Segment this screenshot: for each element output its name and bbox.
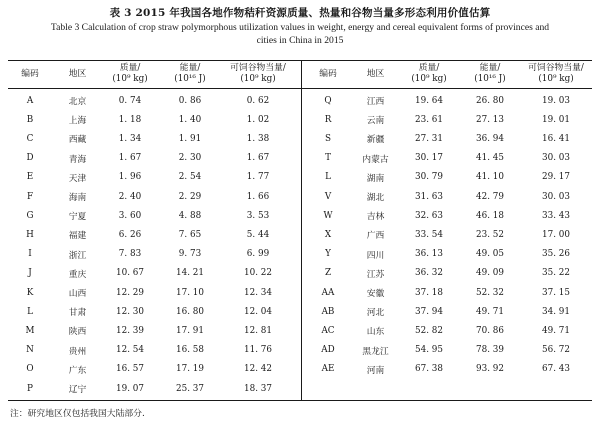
table-row [0,245,600,264]
cell-cereal: 56. 72 [542,345,570,356]
cell-energy: 0. 86 [178,95,202,106]
cell-code: G [26,210,34,221]
cell-code: B [26,114,34,125]
cell-code: H [26,229,34,240]
table-row [0,206,600,225]
header-mass: 质量/ (10⁹ kg) [112,63,148,84]
cell-region: 北京 [68,97,87,107]
table-row [0,321,600,340]
header-energy: 能量/ (10¹⁶ J) [174,63,206,84]
cell-mass: 12. 39 [116,325,144,336]
cell-energy: 26. 80 [476,95,504,106]
cell-mass: 19. 64 [415,95,443,106]
cell-region: 重庆 [68,269,87,280]
table-row [0,187,600,206]
cell-code: AB [321,306,335,317]
cell-energy: 16. 58 [176,345,204,356]
cell-mass: 12. 29 [116,287,144,298]
cell-mass: 10. 67 [116,268,144,279]
cell-mass: 7. 83 [118,249,142,260]
cell-energy: 23. 52 [476,229,504,240]
cell-mass: 23. 61 [415,114,443,125]
cell-mass: 1. 34 [118,133,142,144]
cell-code: AD [321,345,335,356]
cell-code: Y [325,249,331,260]
cell-region: 山西 [68,289,87,299]
cell-code: P [27,383,33,394]
cell-cereal: 18. 37 [244,383,272,394]
cell-energy: 41. 45 [476,153,504,164]
cell-mass: 27. 31 [415,133,443,144]
cell-cereal: 1. 66 [246,191,270,202]
cell-mass: 3. 60 [118,210,142,221]
table-row [0,91,600,110]
cell-energy: 46. 18 [476,210,504,221]
cell-cereal: 1. 77 [246,172,270,183]
cell-mass: 30. 17 [415,153,443,164]
cell-cereal: 29. 17 [542,172,570,183]
cell-mass: 52. 82 [415,325,443,336]
cell-energy: 93. 92 [476,364,504,375]
cell-mass: 1. 18 [118,114,142,125]
cell-energy: 27. 13 [476,114,504,125]
cell-mass: 54. 95 [415,345,443,356]
cell-energy: 49. 71 [476,306,504,317]
cell-region: 辽宁 [68,385,87,395]
cell-cereal: 12. 04 [244,306,272,317]
cell-cereal: 16. 41 [542,133,570,144]
cell-energy: 7. 65 [178,229,202,240]
cell-region: 海南 [68,193,87,203]
cell-mass: 37. 18 [415,287,443,298]
cell-energy: 17. 10 [176,287,204,298]
cell-code: F [26,191,34,202]
cell-code: AC [321,325,335,336]
cell-code: AA [321,287,335,298]
cell-region: 吉林 [366,212,385,223]
cell-mass: 1. 67 [118,153,142,164]
cell-energy: 17. 91 [176,325,204,336]
cell-mass: 0. 74 [118,95,142,106]
cell-mass: 32. 63 [415,210,443,221]
cell-cereal: 37. 15 [542,287,570,298]
cell-region: 青海 [68,154,87,165]
header-code: 编码 [319,68,337,79]
cell-cereal: 1. 38 [246,133,270,144]
cell-energy: 1. 40 [178,114,202,125]
table-row [0,168,600,187]
table-row [0,129,600,148]
cell-energy: 9. 73 [178,249,202,260]
cell-code: C [26,133,34,144]
cell-cereal: 49. 71 [542,325,570,336]
cell-cereal: 11. 76 [244,345,272,356]
cell-mass: 37. 94 [415,306,443,317]
header-code: 编码 [21,68,39,79]
table-row [0,225,600,244]
cell-energy: 41. 10 [476,172,504,183]
table-title-en: Table 3 Calculation of crop straw polymorphous utilization values in weight, energy and cereal equivalent forms of provinces and cities in China in 2015 [50,22,550,46]
table-row [0,341,600,360]
cell-cereal: 12. 42 [244,364,272,375]
cell-energy: 78. 39 [476,345,504,356]
cell-mass: 19. 07 [116,383,144,394]
cell-cereal: 17. 00 [542,229,570,240]
cell-code: T [325,153,331,164]
cell-region: 天津 [68,173,87,184]
cell-region: 广东 [68,365,87,376]
cell-code: X [324,229,332,240]
cell-region: 湖北 [366,193,385,203]
cell-energy: 36. 94 [476,133,504,144]
header-mass: 质量/ (10⁹ kg) [411,63,447,84]
cell-code: Q [324,95,332,106]
cell-code: Z [324,268,332,279]
cell-region: 黑龙江 [362,346,389,357]
cell-code: M [25,325,35,336]
cell-cereal: 1. 67 [246,153,270,164]
cell-region: 江西 [366,97,385,107]
cell-code: J [28,268,32,279]
cell-mass: 12. 30 [116,306,144,317]
header-cereal: 可饲谷物当量/ (10⁹ kg) [528,63,584,84]
cell-region: 河北 [366,308,385,319]
table-note: 注：研究地区仅包括我国大陆部分. [10,409,145,419]
cell-cereal: 33. 43 [542,210,570,221]
header-energy: 能量/ (10¹⁶ J) [474,63,506,84]
table-row [0,110,600,129]
cell-code: L [325,172,331,183]
cell-mass: 67. 38 [415,364,443,375]
header-region: 地区 [68,68,87,79]
bottom-rule [8,400,592,401]
table-title-cn: 表 3 2015 年我国各地作物秸秆资源质量、热量和谷物当量多形态利用价值估算 [109,7,491,19]
cell-region: 新疆 [366,135,385,146]
cell-mass: 33. 54 [415,229,443,240]
table-row [0,302,600,321]
header-region: 地区 [366,68,385,79]
cell-region: 河南 [366,365,385,376]
table-row [0,360,600,379]
cell-region: 宁夏 [68,212,87,223]
cell-code: A [26,95,34,106]
cell-code: N [26,345,34,356]
cell-energy: 49. 09 [476,268,504,279]
cell-cereal: 5. 44 [246,229,270,240]
cell-code: W [323,210,333,221]
cell-region: 山东 [366,327,385,338]
cell-energy: 17. 19 [176,364,204,375]
table-row [0,264,600,283]
cell-cereal: 19. 01 [542,114,570,125]
cell-region: 云南 [366,116,385,127]
cell-energy: 1. 91 [178,133,202,144]
cell-mass: 1. 96 [118,172,142,183]
cell-code: E [26,172,34,183]
cell-cereal: 30. 03 [542,153,570,164]
cell-mass: 36. 32 [415,268,443,279]
cell-energy: 2. 54 [178,172,202,183]
cell-energy: 42. 79 [476,191,504,202]
cell-code: I [28,249,32,260]
cell-energy: 16. 80 [176,306,204,317]
cell-energy: 25. 37 [176,383,204,394]
cell-region: 安徽 [366,289,385,299]
cell-energy: 70. 86 [476,325,504,336]
cell-region: 陕西 [68,327,87,338]
cell-mass: 12. 54 [116,345,144,356]
cell-code: V [324,191,332,202]
cell-region: 内蒙古 [362,154,389,165]
cell-cereal: 35. 26 [542,249,570,260]
table-row [0,379,600,398]
cell-cereal: 30. 03 [542,191,570,202]
cell-region: 福建 [68,231,87,242]
cell-mass: 2. 40 [118,191,142,202]
cell-code: S [324,133,332,144]
cell-energy: 2. 30 [178,153,202,164]
cell-cereal: 35. 22 [542,268,570,279]
cell-region: 江苏 [366,269,385,280]
cell-code: R [324,114,332,125]
cell-energy: 4. 88 [178,210,202,221]
cell-cereal: 12. 34 [244,287,272,298]
table-row [0,283,600,302]
cell-region: 浙江 [68,250,87,261]
cell-energy: 2. 29 [178,191,202,202]
cell-cereal: 10. 22 [244,268,272,279]
cell-code: O [26,364,34,375]
cell-code: L [27,306,33,317]
header-rule [8,88,592,89]
cell-code: K [26,287,34,298]
cell-mass: 30. 79 [415,172,443,183]
cell-mass: 16. 57 [116,364,144,375]
cell-cereal: 6. 99 [246,249,270,260]
cell-energy: 49. 05 [476,249,504,260]
cell-cereal: 1. 02 [246,114,270,125]
header-cereal: 可饲谷物当量/ (10⁹ kg) [230,63,286,84]
cell-mass: 36. 13 [415,249,443,260]
cell-mass: 6. 26 [118,229,142,240]
cell-code: D [26,153,34,164]
cell-cereal: 0. 62 [246,95,270,106]
cell-cereal: 67. 43 [542,364,570,375]
cell-energy: 52. 32 [476,287,504,298]
cell-mass: 31. 63 [415,191,443,202]
cell-cereal: 34. 91 [542,306,570,317]
cell-region: 上海 [68,116,87,127]
cell-cereal: 3. 53 [246,210,270,221]
cell-region: 广西 [366,231,385,242]
cell-region: 贵州 [68,346,87,357]
table-row [0,149,600,168]
cell-code: AE [321,364,335,375]
cell-energy: 14. 21 [176,268,204,279]
cell-cereal: 12. 81 [244,325,272,336]
cell-cereal: 19. 03 [542,95,570,106]
cell-region: 四川 [366,250,385,261]
cell-region: 西藏 [68,135,87,146]
cell-region: 甘肃 [68,308,87,319]
cell-region: 湖南 [366,173,385,184]
